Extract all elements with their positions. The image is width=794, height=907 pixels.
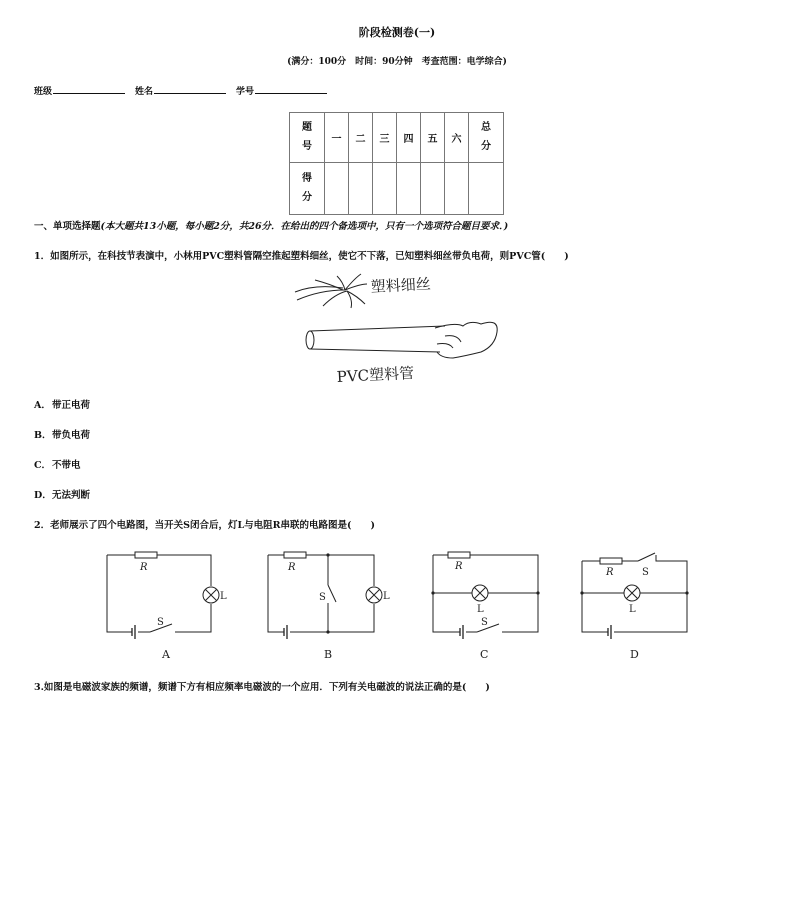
column-header: 四 [397,113,421,163]
circuit-a-caption: A [162,648,170,661]
column-header: 三 [373,113,397,163]
svg-text:S: S [157,617,164,628]
circuit-d[interactable] [582,553,687,639]
question-1-text: 1．如图所示，在科技节表演中，小林用PVC塑料管隔空推起塑料细丝，使它不下落，已知塑料细丝带负电荷，则PVC管( ) [34,251,569,262]
svg-text:S: S [481,617,488,628]
score-cell[interactable] [421,163,445,215]
option-b[interactable]: B．带负电荷 [34,430,91,441]
svg-text:L: L [383,591,390,602]
column-header: 一 [325,113,349,163]
svg-text:R: R [140,562,148,573]
total-header: 总 分 [469,113,504,163]
svg-text:L: L [477,604,484,615]
option-c[interactable]: C．不带电 [34,460,81,471]
svg-text:S: S [319,592,326,603]
circuit-diagrams [0,545,794,670]
question-2-text: 2．老师展示了四个电路图，当开关S闭合后，灯L与电阻R串联的电路图是( ) [34,520,376,531]
score-cell[interactable] [373,163,397,215]
circuit-b-caption: B [324,648,333,661]
score-table [289,112,504,215]
score-row-header: 得 分 [290,163,325,215]
name-field[interactable]: 姓名 [135,84,226,97]
number-field[interactable]: 学号 [236,84,327,97]
svg-text:R: R [606,567,614,578]
svg-text:L: L [629,604,636,615]
column-header: 六 [445,113,469,163]
svg-text:R: R [288,562,296,573]
circuit-d-caption: D [630,648,639,661]
circuit-c-caption: C [480,648,489,661]
tube-label: PVC塑料管 [336,363,415,386]
svg-text:S: S [642,567,649,578]
option-a[interactable]: A．带正电荷 [34,400,91,411]
pvc-tube-figure [285,270,515,388]
question-3-text: 3.如图是电磁波家族的频谱，频谱下方有相应频率电磁波的一个应用．下列有关电磁波的说法正确的是( ) [34,682,490,693]
svg-text:R: R [455,561,463,572]
class-field[interactable]: 班级 [34,84,125,97]
question-number-header: 题 号 [290,113,325,163]
exam-subtitle: (满分：100分 时间：90分钟 考查范围：电学综合) [287,57,507,67]
score-cell[interactable] [469,163,504,215]
score-cell[interactable] [349,163,373,215]
score-cell[interactable] [445,163,469,215]
column-header: 二 [349,113,373,163]
option-d[interactable]: D．无法判断 [34,490,91,501]
score-cell[interactable] [397,163,421,215]
section-heading: 一、单项选择题(本大题共13小题，每小题2分，共26分．在给出的四个备选项中，只有一个选项符合题目要求．) [34,221,509,232]
score-cell[interactable] [325,163,349,215]
svg-text:L: L [220,591,227,602]
column-header: 五 [421,113,445,163]
page-title: 阶段检测卷(一) [358,26,436,39]
student-info-row [34,84,327,97]
strands-label: 塑料细丝 [370,274,432,296]
